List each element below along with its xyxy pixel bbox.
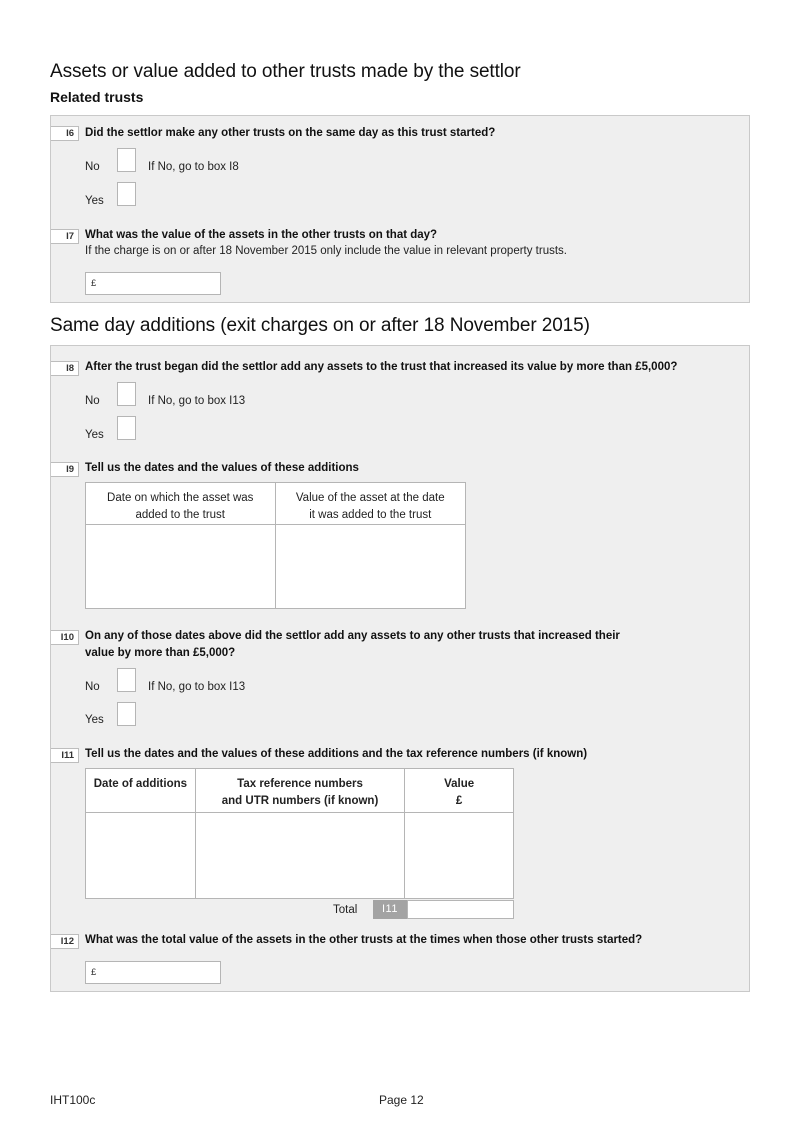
box-number-i6: I6 [51,126,79,141]
panel-related-trusts [50,115,750,303]
box-number-i12: I12 [51,934,79,949]
question-i7: What was the value of the assets in the other trusts on that day? [85,229,438,241]
option-yes-label: Yes [85,429,104,441]
subsection-title: Related trusts [50,89,144,105]
date-cell[interactable] [86,525,276,609]
amount-field-i7[interactable]: £ [85,272,221,295]
question-i12: What was the total value of the assets in the other trusts at the times when those other trusts started? [85,934,643,946]
tax-reference-cell[interactable] [195,813,404,899]
box-number-i11: I11 [51,748,79,763]
column-header-value: Value £ [405,769,514,813]
form-id: IHT100c [50,1093,96,1107]
checkbox-i6-yes[interactable] [117,182,136,206]
option-yes-label: Yes [85,195,104,207]
page-number: Page 12 [379,1093,424,1107]
question-i11: Tell us the dates and the values of these additions and the tax reference numbers (if known) [85,748,588,760]
checkbox-i6-no[interactable] [117,148,136,172]
amount-field-i12[interactable]: £ [85,961,221,984]
additions-table [85,482,466,609]
checkbox-i10-no[interactable] [117,668,136,692]
column-header-date-of-additions: Date of additions [86,769,196,813]
total-box-number: I11 [373,900,407,919]
other-trusts-table [85,768,514,899]
box-number-i7: I7 [51,229,79,244]
go-to-note: If No, go to box I8 [148,161,239,173]
question-i8: After the trust began did the settlor add any assets to the trust that increased its value by more than £5,000? [85,361,678,373]
value-cell[interactable] [405,813,514,899]
column-header-tax-reference: Tax reference numbers and UTR numbers (if known) [195,769,404,813]
question-i7-note: If the charge is on or after 18 November 2015 only include the value in relevant property trusts. [85,245,567,257]
checkbox-i10-yes[interactable] [117,702,136,726]
checkbox-i8-yes[interactable] [117,416,136,440]
checkbox-i8-no[interactable] [117,382,136,406]
box-number-i9: I9 [51,462,79,477]
option-no-label: No [85,395,100,407]
column-header-value: Value of the asset at the date it was added to the trust [275,483,466,525]
panel-same-day-additions [50,345,750,992]
total-label: Total [333,904,358,916]
option-no-label: No [85,161,100,173]
question-i9: Tell us the dates and the values of these additions [85,462,359,474]
value-cell[interactable] [275,525,466,609]
option-no-label: No [85,681,100,693]
section-title-same-day-additions: Same day additions (exit charges on or after 18 November 2015) [50,315,590,336]
column-header-date: Date on which the asset was added to the trust [86,483,276,525]
question-i6: Did the settlor make any other trusts on the same day as this trust started? [85,127,496,139]
section-title-related-trusts: Assets or value added to other trusts made by the settlor [50,61,521,82]
question-i10: On any of those dates above did the settlor add any assets to any other trusts that increased their value by more than £5,000? [85,630,620,659]
box-number-i10: I10 [51,630,79,645]
go-to-note: If No, go to box I13 [148,681,246,693]
total-value-field[interactable] [407,900,514,919]
date-cell[interactable] [86,813,196,899]
option-yes-label: Yes [85,714,104,726]
go-to-note: If No, go to box I13 [148,395,246,407]
box-number-i8: I8 [51,361,79,376]
